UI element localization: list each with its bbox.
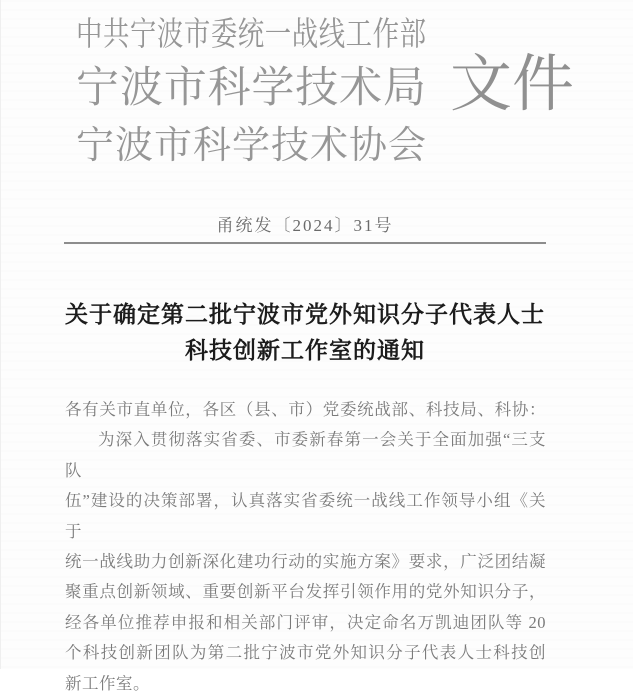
org-name-science-technology-association: 宁波市科学技术协会 [76, 125, 426, 167]
body-paragraph-line: 聚重点创新领域、重要创新平台发挥引领作用的党外知识分子， [65, 582, 546, 602]
document-reference-number: 甬统发〔2024〕31号 [216, 216, 394, 235]
org-name-united-front-work-dept: 中共宁波市委统一战线工作部 [76, 17, 427, 53]
document-title [64, 297, 546, 369]
body-salutation-line: 各有关市直单位，各区（县、市）党委统战部、科技局、科协： [65, 400, 546, 419]
body-paragraph-line: 个科技创新团队为第二批宁波市党外知识分子代表人士科技创 [65, 643, 546, 663]
body-paragraph-line: 经各单位推荐申报和相关部门评审，决定命名万凯迪团队等 20 [65, 612, 546, 632]
body-paragraph-last-line: 新工作室。 [65, 673, 150, 693]
body-paragraph-line: 伍”建设的决策部署，认真落实省委统一战线工作领导小组《关于 [65, 491, 546, 541]
org-name-science-technology-bureau: 宁波市科学技术局 [76, 65, 426, 112]
document-title-line-1: 关于确定第二批宁波市党外知识分子代表人士 [65, 302, 545, 327]
header-divider-line [64, 242, 546, 244]
document-body [65, 395, 546, 699]
body-paragraph-line: 统一战线助力创新深化建功行动的实施方案》要求，广泛团结凝 [65, 552, 546, 572]
document-type-label: 文件 [450, 51, 575, 119]
document-title-line-2: 科技创新工作室的通知 [185, 338, 425, 363]
body-paragraph-line: 为深入贯彻落实省委、市委新春第一会关于全面加强“三支队 [65, 430, 546, 480]
document-letterhead [76, 14, 574, 170]
issuing-organizations [76, 14, 426, 170]
